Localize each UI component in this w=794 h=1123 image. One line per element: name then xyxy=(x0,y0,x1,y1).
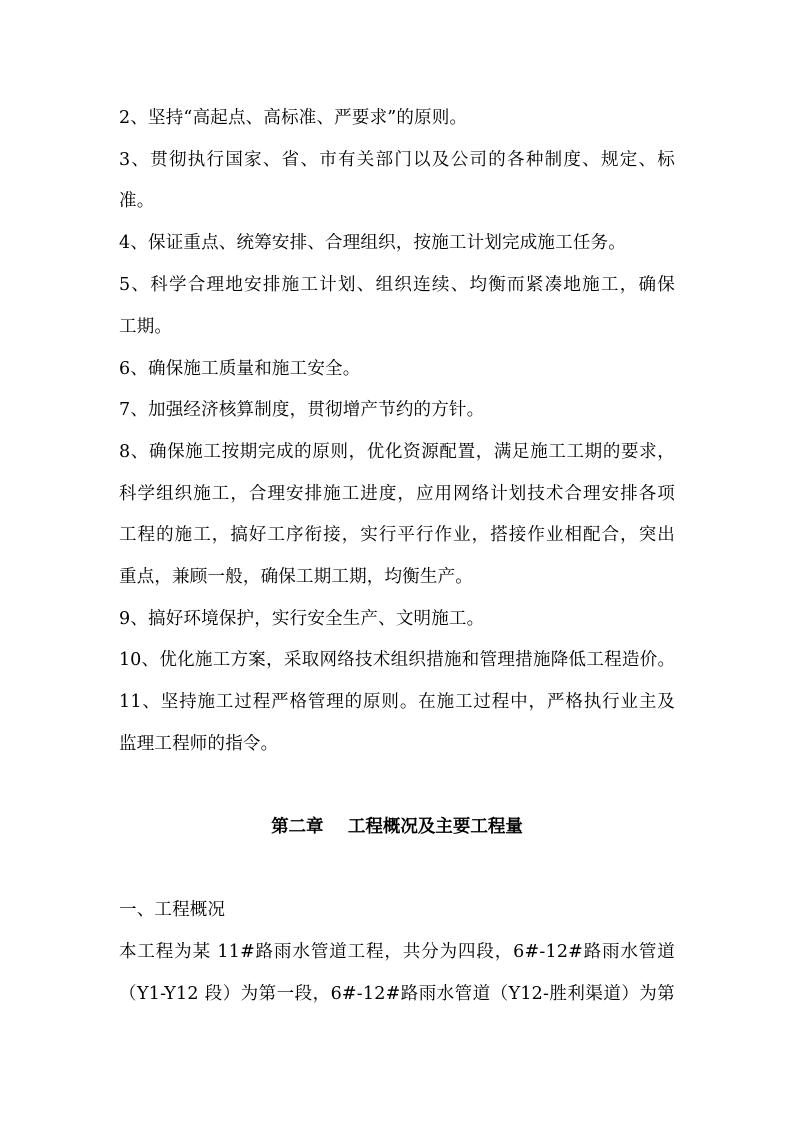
principle-11-line-2: 监理工程师的指令。 xyxy=(119,734,279,754)
principle-11-line-1: 11、坚持施工过程严格管理的原则。在施工过程中，严格执行业主及 xyxy=(119,692,675,712)
principle-3-line-1: 3、贯彻执行国家、省、市有关部门以及公司的各种制度、规定、标 xyxy=(119,150,675,170)
principle-7: 7、加强经济核算制度，贯彻增产节约的方针。 xyxy=(119,400,485,420)
principle-8-line-1: 8、确保施工按期完成的原则，优化资源配置，满足施工工期的要求， xyxy=(119,442,675,462)
body-line-1: 本工程为某 11#路雨水管道工程，共分为四段，6#-12#路雨水管道 xyxy=(119,942,675,962)
principle-9: 9、搞好环境保护，实行安全生产、文明施工。 xyxy=(119,609,485,629)
principle-5-line-2: 工期。 xyxy=(119,317,173,337)
section-heading: 一、工程概况 xyxy=(119,900,226,920)
principle-8-line-4: 重点，兼顾一般，确保工期工期，均衡生产。 xyxy=(119,567,473,587)
principle-3-line-2: 准。 xyxy=(119,191,155,211)
body-line-2: （Y1-Y12 段）为第一段，6#-12#路雨水管道（Y12-胜利渠道）为第 xyxy=(119,984,675,1004)
principle-8-line-2: 科学组织施工，合理安排施工进度，应用网络计划技术合理安排各项 xyxy=(119,484,675,504)
principle-5-line-1: 5、科学合理地安排施工计划、组织连续、均衡而紧凑地施工，确保 xyxy=(119,275,675,295)
principle-4: 4、保证重点、统筹安排、合理组织，按施工计划完成施工任务。 xyxy=(119,233,626,253)
chapter-title: 第二章 工程概况及主要工程量 xyxy=(271,817,523,837)
principle-2: 2、坚持“高起点、高标准、严要求”的原则。 xyxy=(119,108,468,128)
principle-8-line-3: 工程的施工，搞好工序衔接，实行平行作业，搭接作业相配合，突出 xyxy=(119,525,675,545)
principle-6: 6、确保施工质量和施工安全。 xyxy=(119,359,361,379)
principle-10: 10、优化施工方案，采取网络技术组织措施和管理措施降低工程造价。 xyxy=(119,650,675,670)
